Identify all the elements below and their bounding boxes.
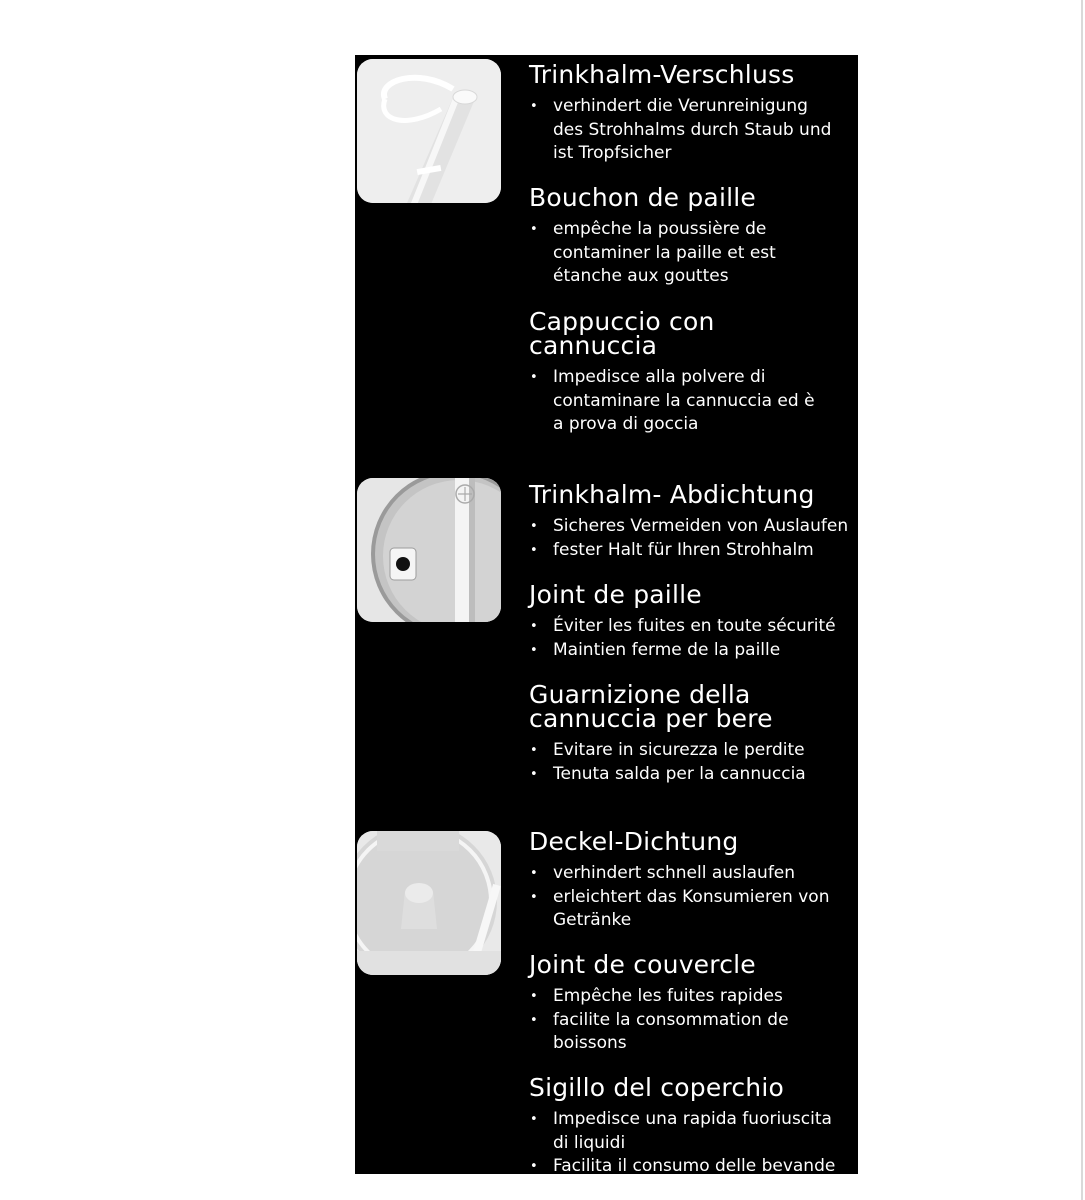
bullet-list xyxy=(529,218,858,289)
bullet-item xyxy=(529,218,858,289)
bullet-list xyxy=(529,985,858,1056)
heading: Trinkhalm-Verschluss xyxy=(529,60,795,89)
bullet-line: des Strohhalms durch Staub und xyxy=(553,119,832,140)
bullet-item xyxy=(529,95,858,166)
lid-seal-icon xyxy=(357,831,501,975)
bullet-item xyxy=(529,886,858,933)
straw-cap-de xyxy=(529,60,858,166)
straw-seal-fr xyxy=(529,580,858,662)
bullet-line: • Impedisce alla polvere di xyxy=(553,367,766,387)
bullet-item: • verhindert schnell auslaufen xyxy=(529,862,858,886)
bullet-item xyxy=(529,1108,858,1155)
straw-cap-icon xyxy=(357,59,501,203)
bullet-list xyxy=(529,615,858,662)
heading-line: cannuccia per bere xyxy=(529,704,773,733)
bullet-line: contaminare la cannuccia ed è xyxy=(553,390,815,411)
bullet-item: • Empêche les fuites rapides xyxy=(529,985,858,1009)
bullet-list xyxy=(529,862,858,933)
bullet-line: boissons xyxy=(553,1033,627,1053)
bullet-item: • fester Halt für Ihren Strohhalm xyxy=(529,539,858,563)
heading: Trinkhalm- Abdichtung xyxy=(529,480,815,509)
bullet-item: • Tenuta salda per la cannuccia xyxy=(529,763,858,787)
bullet-item: • Evitare in sicurezza le perdite xyxy=(529,739,858,763)
bullet-line: ist Tropfsicher xyxy=(553,143,672,163)
bullet-item: • Maintien ferme de la paille xyxy=(529,639,858,663)
heading: Deckel-Dichtung xyxy=(529,827,739,856)
heading-line: cannuccia xyxy=(529,331,658,360)
bullet-line: contaminer la paille et est xyxy=(553,242,776,263)
bullet-list xyxy=(529,739,858,786)
heading: Joint de paille xyxy=(529,580,702,609)
bullet-line: • verhindert die Verunreinigung xyxy=(553,96,808,116)
bullet-line: di liquidi xyxy=(553,1132,626,1153)
feature-panel xyxy=(355,55,858,1174)
bullet-line: • empêche la poussière de xyxy=(553,219,767,239)
bullet-line: Getränke xyxy=(553,910,632,930)
heading-line: Cappuccio con xyxy=(529,307,715,336)
bullet-item xyxy=(529,1009,858,1056)
bullet-line: • Impedisce una rapida fuoriuscita xyxy=(553,1109,832,1129)
bullet-line: • facilite la consommation de xyxy=(553,1009,789,1030)
lid-seal-de xyxy=(529,827,858,933)
bullet-item xyxy=(529,366,858,437)
bullet-list xyxy=(529,366,858,437)
heading: Bouchon de paille xyxy=(529,183,756,212)
heading-line: Guarnizione della xyxy=(529,680,751,709)
bullet-list xyxy=(529,515,858,562)
bullet-line: étanche aux gouttes xyxy=(553,266,729,286)
bullet-list xyxy=(529,95,858,166)
heading: Sigillo del coperchio xyxy=(529,1073,784,1102)
straw-seal-de xyxy=(529,480,858,562)
straw-cap-it xyxy=(529,307,858,437)
bullet-item: • Sicheres Vermeiden von Auslaufen xyxy=(529,515,858,539)
bullet-line: • erleichtert das Konsumieren von xyxy=(553,886,830,907)
straw-cap-fr xyxy=(529,183,858,289)
page-edge-line xyxy=(1081,0,1083,1200)
bullet-item: • Facilita il consumo delle bevande xyxy=(529,1155,858,1174)
bullet-line: a prova di goccia xyxy=(553,414,699,434)
bullet-item: • Éviter les fuites en toute sécurité xyxy=(529,615,858,639)
straw-seal-icon xyxy=(357,478,501,622)
straw-seal-it xyxy=(529,680,858,786)
bullet-list xyxy=(529,1108,858,1174)
heading: Joint de couvercle xyxy=(529,950,756,979)
lid-seal-it xyxy=(529,1073,858,1174)
lid-seal-fr xyxy=(529,950,858,1056)
